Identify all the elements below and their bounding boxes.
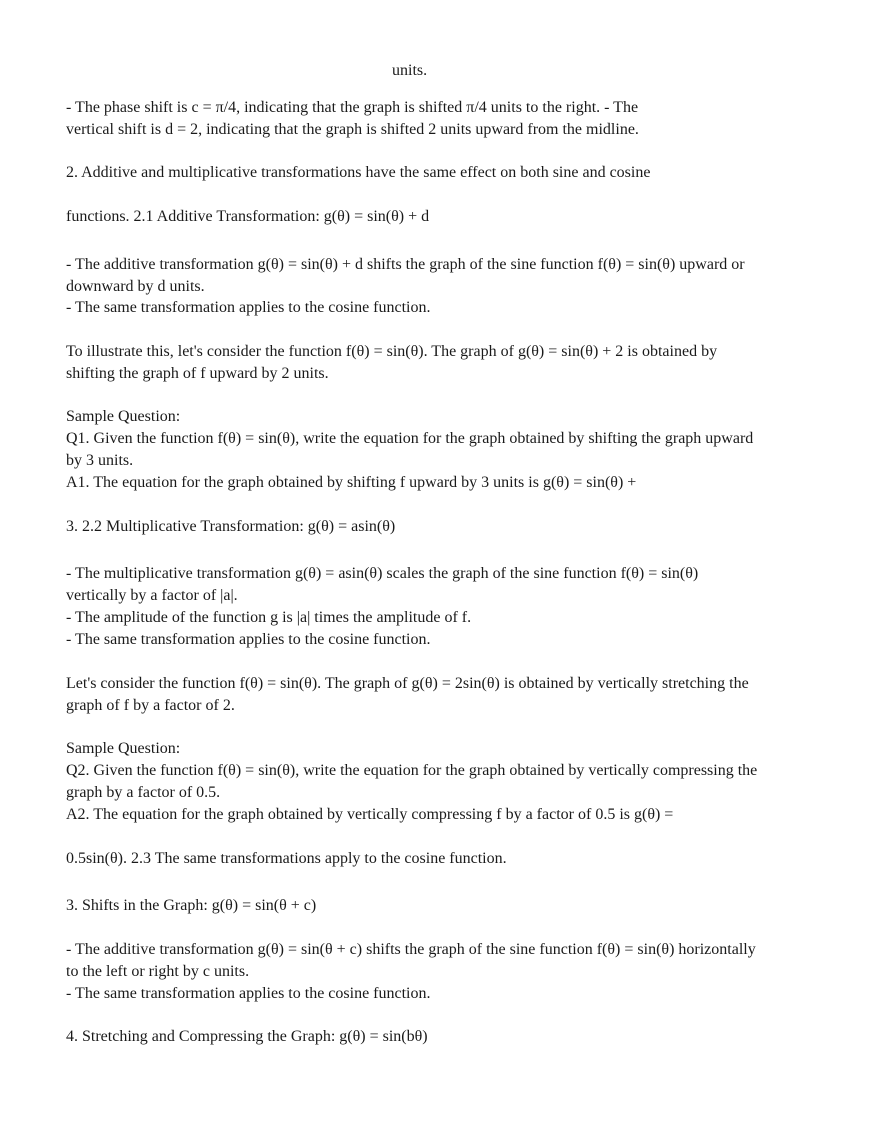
- text-line: downward by d units.: [66, 278, 205, 295]
- text-line: - The multiplicative transformation g(θ) = asin(θ) scales the graph of the sine function f(θ) = sin(θ): [66, 565, 699, 582]
- text-line: vertically by a factor of |a|.: [66, 587, 238, 604]
- text-line: - The additive transformation g(θ) = sin(θ + c) shifts the graph of the sine function f(θ) = sin(θ) horizontally: [66, 941, 756, 958]
- text-line: A1. The equation for the graph obtained by shifting f upward by 3 units is g(θ) = sin(θ) +: [66, 474, 637, 491]
- text-line: 4. Stretching and Compressing the Graph: g(θ) = sin(bθ): [66, 1028, 428, 1045]
- text-line: to the left or right by c units.: [66, 963, 250, 980]
- text-line: 3. 2.2 Multiplicative Transformation: g(θ) = asin(θ): [66, 518, 396, 535]
- text-line: vertical shift is d = 2, indicating that the graph is shifted 2 units upward from the midline.: [66, 121, 639, 138]
- text-line: units.: [392, 62, 428, 79]
- text-line: Sample Question:: [66, 408, 181, 425]
- text-line: graph by a factor of 0.5.: [66, 784, 221, 801]
- text-line: - The same transformation applies to the cosine function.: [66, 299, 431, 316]
- text-line: - The amplitude of the function g is |a| times the amplitude of f.: [66, 609, 472, 626]
- text-line: Q1. Given the function f(θ) = sin(θ), write the equation for the graph obtained by shifting the graph upward: [66, 430, 754, 447]
- text-line: shifting the graph of f upward by 2 units.: [66, 365, 329, 382]
- text-line: 2. Additive and multiplicative transformations have the same effect on both sine and cosine: [66, 164, 651, 181]
- text-line: 3. Shifts in the Graph: g(θ) = sin(θ + c): [66, 897, 317, 914]
- text-line: Sample Question:: [66, 740, 181, 757]
- text-line: - The same transformation applies to the cosine function.: [66, 985, 431, 1002]
- text-line: by 3 units.: [66, 452, 134, 469]
- text-line: - The same transformation applies to the cosine function.: [66, 631, 431, 648]
- text-line: - The additive transformation g(θ) = sin(θ) + d shifts the graph of the sine function f(θ) = sin(θ) upward or: [66, 256, 745, 273]
- text-line: A2. The equation for the graph obtained by vertically compressing f by a factor of 0.5 is g(θ) =: [66, 806, 674, 823]
- text-line: graph of f by a factor of 2.: [66, 697, 235, 714]
- text-line: functions. 2.1 Additive Transformation: g(θ) = sin(θ) + d: [66, 208, 430, 225]
- text-line: Let's consider the function f(θ) = sin(θ). The graph of g(θ) = 2sin(θ) is obtained by vertically stretching the: [66, 675, 749, 692]
- text-line: - The phase shift is c = π/4, indicating that the graph is shifted π/4 units to the right. - The: [66, 99, 639, 116]
- text-line: To illustrate this, let's consider the function f(θ) = sin(θ). The graph of g(θ) = sin(θ) + 2 is obtained by: [66, 343, 718, 360]
- text-line: Q2. Given the function f(θ) = sin(θ), write the equation for the graph obtained by vertically compressing the: [66, 762, 758, 779]
- text-line: 0.5sin(θ). 2.3 The same transformations apply to the cosine function.: [66, 850, 507, 867]
